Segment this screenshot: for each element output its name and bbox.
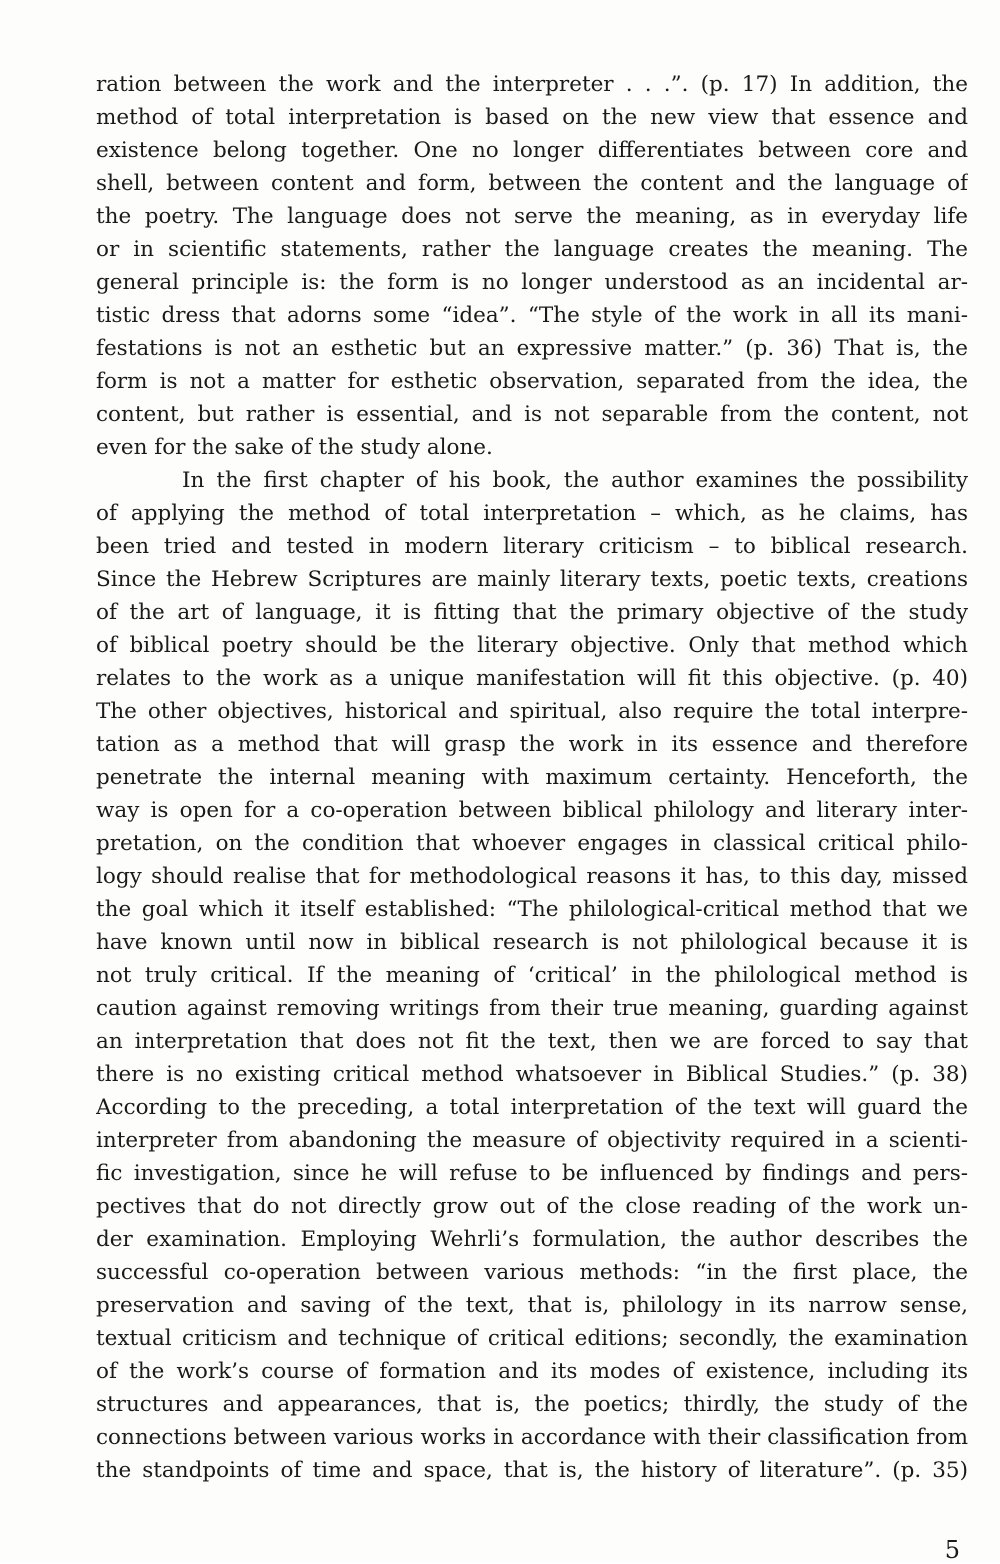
text-line: existence belong together. One no longer differentiates between core and — [96, 138, 968, 163]
text-line: of the work’s course of formation and its modes of existence, including its — [96, 1359, 968, 1384]
paragraph-1 — [96, 68, 968, 464]
text-line: Since the Hebrew Scriptures are mainly literary texts, poetic texts, creations — [96, 567, 968, 592]
text-line: been tried and tested in modern literary criticism – to biblical research. — [96, 534, 968, 559]
text-line: general principle is: the form is no longer understood as an incidental ar- — [96, 270, 968, 295]
body-text — [96, 68, 968, 1487]
text-line: content, but rather is essential, and is not separable from the content, not — [96, 402, 968, 427]
text-line: have known until now in biblical research is not philological because it is — [96, 930, 968, 955]
text-line: The other objectives, historical and spiritual, also require the total interpre- — [96, 699, 968, 724]
text-line: there is no existing critical method whatsoever in Biblical Studies.” (p. 38) — [96, 1062, 968, 1087]
text-line: of the art of language, it is fitting that the primary objective of the study — [96, 600, 968, 625]
text-line: tistic dress that adorns some “idea”. “The style of the work in all its mani- — [96, 303, 968, 328]
text-line: connections between various works in accordance with their classification from — [96, 1425, 968, 1450]
text-line: successful co-operation between various methods: “in the first place, the — [96, 1260, 968, 1285]
text-line: tation as a method that will grasp the work in its essence and therefore — [96, 732, 968, 757]
text-line: not truly critical. If the meaning of ‘critical’ in the philological method is — [96, 963, 968, 988]
text-line: penetrate the internal meaning with maximum certainty. Henceforth, the — [96, 765, 968, 790]
text-line: form is not a matter for esthetic observation, separated from the idea, the — [96, 369, 968, 394]
text-line: pretation, on the condition that whoever engages in classical critical philo- — [96, 831, 968, 856]
text-line: der examination. Employing Wehrli’s formulation, the author describes the — [96, 1227, 968, 1252]
text-line: the poetry. The language does not serve the meaning, as in everyday life — [96, 204, 968, 229]
text-line: relates to the work as a unique manifestation will fit this objective. (p. 40) — [96, 666, 968, 691]
text-line: way is open for a co-operation between biblical philology and literary inter- — [96, 798, 968, 823]
text-line: festations is not an esthetic but an expressive matter.” (p. 36) That is, the — [96, 336, 968, 361]
text-line: ration between the work and the interpreter . . .”. (p. 17) In addition, the — [96, 72, 968, 97]
text-line: pectives that do not directly grow out of the close reading of the work un- — [96, 1194, 968, 1219]
text-line: an interpretation that does not fit the text, then we are forced to say that — [96, 1029, 968, 1054]
text-line: preservation and saving of the text, that is, philology in its narrow sense, — [96, 1293, 968, 1318]
text-line: caution against removing writings from their true meaning, guarding against — [96, 996, 968, 1021]
text-line: the standpoints of time and space, that is, the history of literature”. (p. 35) — [96, 1458, 968, 1483]
text-line: the goal which it itself established: “The philological-critical method that we — [96, 897, 968, 922]
text-line: interpreter from abandoning the measure of objectivity required in a scienti- — [96, 1128, 968, 1153]
text-line: method of total interpretation is based on the new view that essence and — [96, 105, 968, 130]
text-line: of biblical poetry should be the literary objective. Only that method which — [96, 633, 968, 658]
paragraph-2 — [96, 464, 968, 1487]
text-line: shell, between content and form, between the content and the language of — [96, 171, 968, 196]
text-line: structures and appearances, that is, the poetics; thirdly, the study of the — [96, 1392, 968, 1417]
text-line: logy should realise that for methodological reasons it has, to this day, missed — [96, 864, 968, 889]
text-line: According to the preceding, a total interpretation of the text will guard the — [96, 1095, 968, 1120]
text-line: textual criticism and technique of critical editions; secondly, the examination — [96, 1326, 968, 1351]
text-line: In the first chapter of his book, the author examines the possibility — [182, 468, 968, 493]
text-line: or in scientific statements, rather the language creates the meaning. The — [96, 237, 968, 262]
page-number: 5 — [944, 1536, 960, 1564]
text-line: fic investigation, since he will refuse to be influenced by findings and pers- — [96, 1161, 968, 1186]
text-line: even for the sake of the study alone. — [96, 435, 493, 460]
text-line: of applying the method of total interpretation – which, as he claims, has — [96, 501, 968, 526]
